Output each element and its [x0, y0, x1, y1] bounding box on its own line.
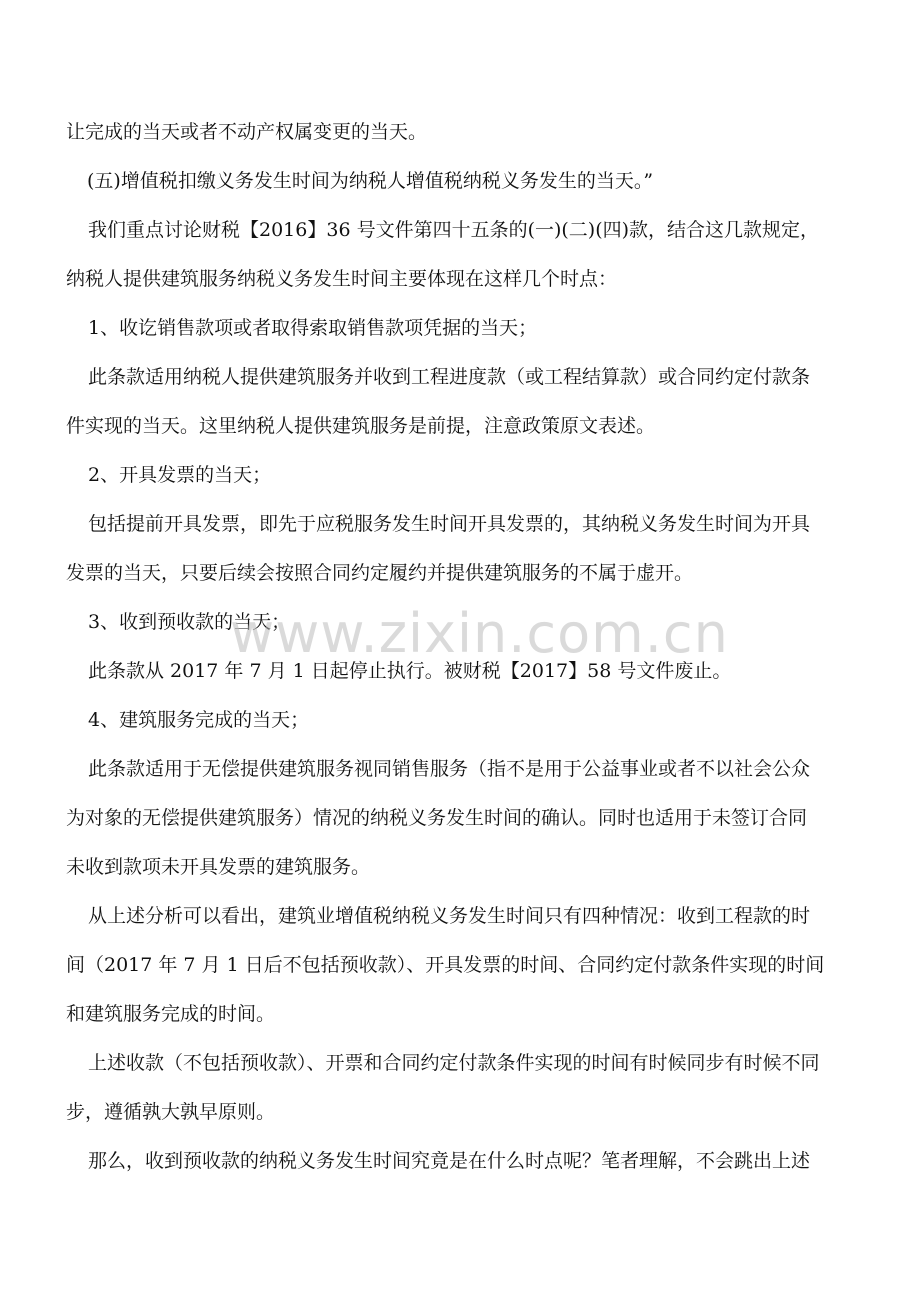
text-line: 此条款适用于无偿提供建筑服务视同销售服务（指不是用于公益事业或者不以社会公众 — [88, 758, 811, 780]
text-line: 发票的当天，只要后续会按照合同约定履约并提供建筑服务的不属于虚开。 — [66, 562, 694, 584]
text-line: 纳税人提供建筑服务纳税义务发生时间主要体现在这样几个时点： — [66, 268, 618, 290]
text-line: 包括提前开具发票，即先于应税服务发生时间开具发票的，其纳税义务发生时间为开具 — [88, 513, 811, 535]
text-line: 上述收款（不包括预收款）、开票和合同约定付款条件实现的时间有时候同步有时候不同 — [88, 1052, 820, 1074]
text-line: 4、建筑服务完成的当天； — [88, 709, 310, 731]
text-line: 为对象的无偿提供建筑服务）情况的纳税义务发生时间的确认。同时也适用于未签订合同 — [66, 807, 808, 829]
text-line: 件实现的当天。这里纳税人提供建筑服务是前提，注意政策原文表述。 — [66, 415, 656, 437]
watermark: www.zixin.com.cn — [230, 602, 729, 665]
text-line: 1、收讫销售款项或者取得索取销售款项凭据的当天； — [88, 317, 538, 339]
text-line: 我们重点讨论财税【2016】36 号文件第四十五条的(一)(二)(四)款，结合这几款规定， — [88, 219, 820, 241]
text-line: 2、开具发票的当天； — [88, 464, 272, 486]
text-line: 和建筑服务完成的时间。 — [66, 1003, 276, 1025]
text-line: 此条款适用纳税人提供建筑服务并收到工程进度款（或工程结算款）或合同约定付款条 — [88, 366, 811, 388]
text-line: 步，遵循孰大孰早原则。 — [66, 1101, 276, 1123]
text-line: 让完成的当天或者不动产权属变更的当天。 — [66, 121, 428, 143]
text-line: 未收到款项未开具发票的建筑服务。 — [66, 856, 371, 878]
text-line: (五)增值税扣缴义务发生时间为纳税人增值税纳税义务发生的当天。” — [87, 170, 654, 192]
text-line: 3、收到预收款的当天； — [88, 611, 291, 633]
text-line: 此条款从 2017 年 7 月 1 日起停止执行。被财税【2017】58 号文件废止。 — [88, 660, 732, 682]
text-line: 从上述分析可以看出，建筑业增值税纳税义务发生时间只有四种情况：收到工程款的时 — [88, 905, 811, 927]
text-line: 间（2017 年 7 月 1 日后不包括预收款）、开具发票的时间、合同约定付款条件实现的时间 — [66, 954, 825, 976]
text-line: 那么，收到预收款的纳税义务发生时间究竟是在什么时点呢？笔者理解，不会跳出上述 — [88, 1150, 811, 1172]
